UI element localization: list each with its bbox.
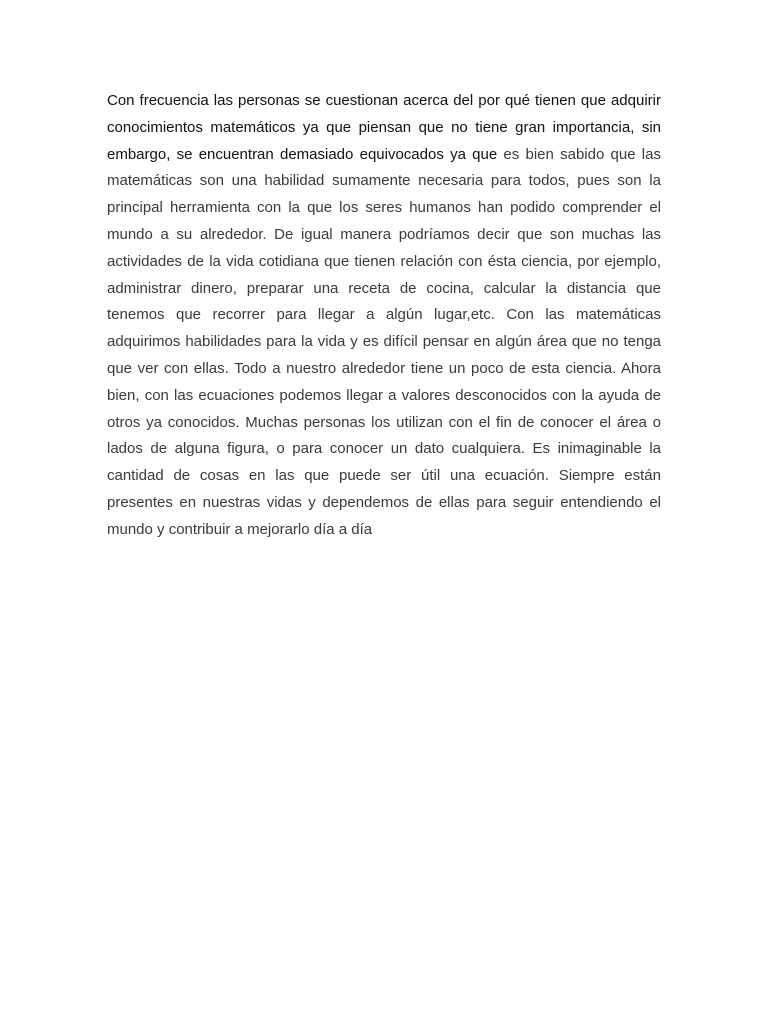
body-paragraph [107,88,661,544]
paragraph-lead-text: Con frecuencia las personas se cuestionan acerca del por qué tienen que adquirir conocimientos matemáticos ya que piensan que no tiene gran importancia, sin embargo, se encuentran demasiado equivocados ya que [107,92,661,163]
paragraph-rest-text: es bien sabido que las matemáticas son una habilidad sumamente necesaria para todos, pues son la principal herramienta con la que los seres humanos han podido comprender el mundo a su alrededor. De igual manera podríamos decir que son muchas las actividades de la vida cotidiana que tienen relación con ésta ciencia, por ejemplo, administrar dinero, preparar una receta de cocina, calcular la distancia que tenemos que recorrer para llegar a algún lugar,etc. Con las matemáticas adquirimos habilidades para la vida y es difícil pensar en algún área que no tenga que ver con ellas. Todo a nuestro alrededor tiene un poco de esta ciencia. Ahora bien, con las ecuaciones podemos llegar a valores desconocidos con la ayuda de otros ya conocidos. Muchas personas los utilizan con el fin de conocer el área o lados de alguna figura, o para conocer un dato cualquiera. Es inimaginable la cantidad de cosas en las que puede ser útil una ecuación. Siempre están presentes en nuestras vidas y dependemos de ellas para seguir entendiendo el mundo y contribuir a mejorarlo día a día [107,145,661,538]
